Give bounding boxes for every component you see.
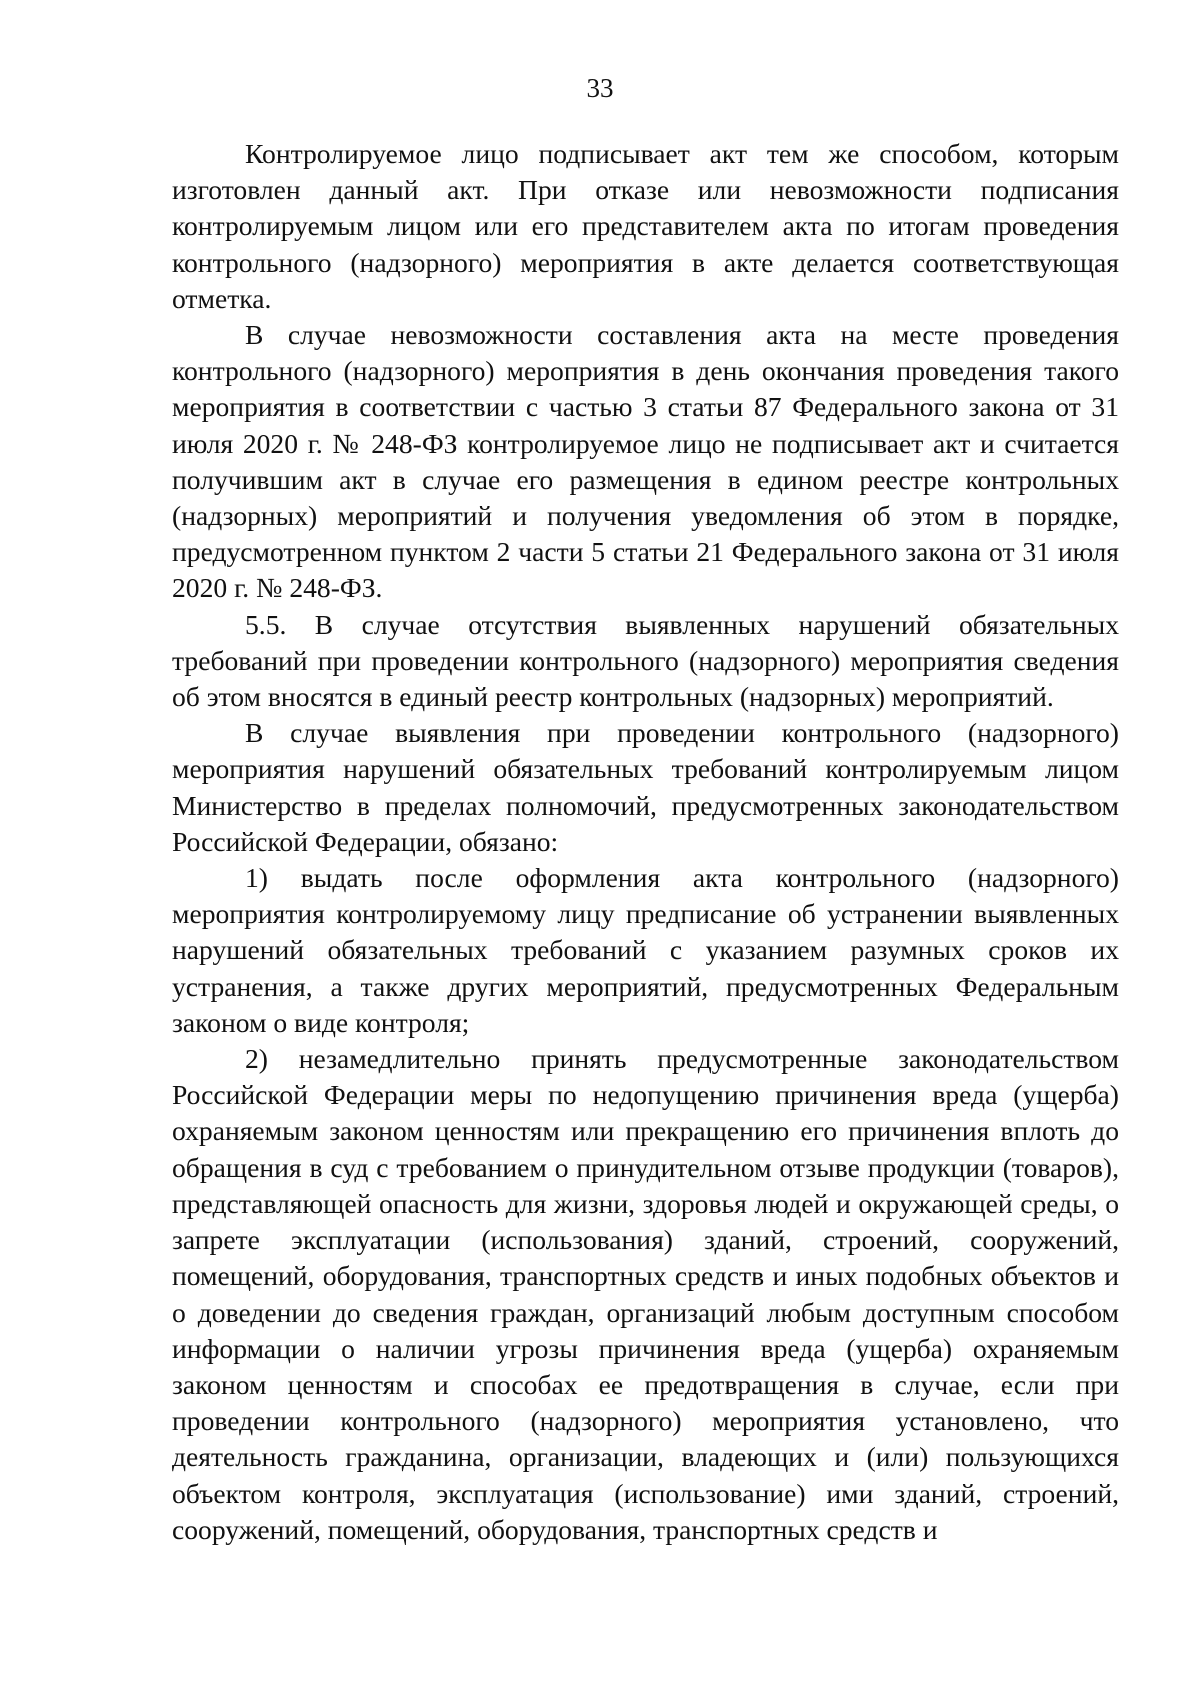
page-number: 33 [586, 73, 614, 103]
paragraph-act-impossibility: В случае невозможности составления акта на месте проведения контрольного (надзорного) мероприятия в день окончания проведения такого мероприятия в соответствии с частью 3 статьи 87 Федерального закона от 31 июля 2020 г. № 248-ФЗ контролируемое лицо не подписывает акт и считается получившим акт в случае его размещения в едином реестре контрольных (надзорных) мероприятий и получения уведомления об этом в порядке, предусмотренном пунктом 2 части 5 статьи 21 Федерального закона от 31 июля 2020 г. № 248-ФЗ. [172, 319, 1119, 604]
paragraph-violations-found: В случае выявления при проведении контрольного (надзорного) мероприятия нарушений обязательных требований контролируемым лицом Министерство в пределах полномочий, предусмотренных законодательством Российской Федерации, обязано: [172, 717, 1119, 857]
paragraph-act-signing: Контролируемое лицо подписывает акт тем же способом, которым изготовлен данный акт. При отказе или невозможности подписания контролируемым лицом или его представителем акта по итогам проведения контрольного (надзорного) мероприятия в акте делается соответствующая отметка. [172, 138, 1119, 314]
paragraph-section-5-5: 5.5. В случае отсутствия выявленных нарушений обязательных требований при проведении контрольного (надзорного) мероприятия сведения об этом вносятся в единый реестр контрольных (надзорных) мероприятий. [172, 608, 1119, 713]
list-item-2: 2) незамедлительно принять предусмотренные законодательством Российской Федерации меры по недопущению причинения вреда (ущерба) охраняемым законом ценностям или прекращению его причинения вплоть до обращения в суд с требованием о принудительном отзыве продукции (товаров), представляющей опасность для жизни, здоровья людей и окружающей среды, о запрете эксплуатации (использования) зданий, строений, сооружений, помещений, оборудования, транспортных средств и иных подобных объектов и о доведении до сведения граждан, организаций любым доступным способом информации о наличии угрозы причинения вреда (ущерба) охраняемым законом ценностям и способах ее предотвращения в случае, если при проведении контрольного (надзорного) мероприятия установлено, что деятельность гражданина, организации, владеющих и (или) пользующихся объектом контроля, эксплуатация (использование) ими зданий, строений, сооружений, помещений, оборудования, транспортных средств и [172, 1043, 1119, 1545]
document-body [172, 136, 1119, 1548]
list-item-1: 1) выдать после оформления акта контрольного (надзорного) мероприятия контролируемому лицу предписание об устранении выявленных нарушений обязательных требований с указанием разумных сроков их устранения, а также других мероприятий, предусмотренных Федеральным законом о виде контроля; [172, 862, 1119, 1038]
